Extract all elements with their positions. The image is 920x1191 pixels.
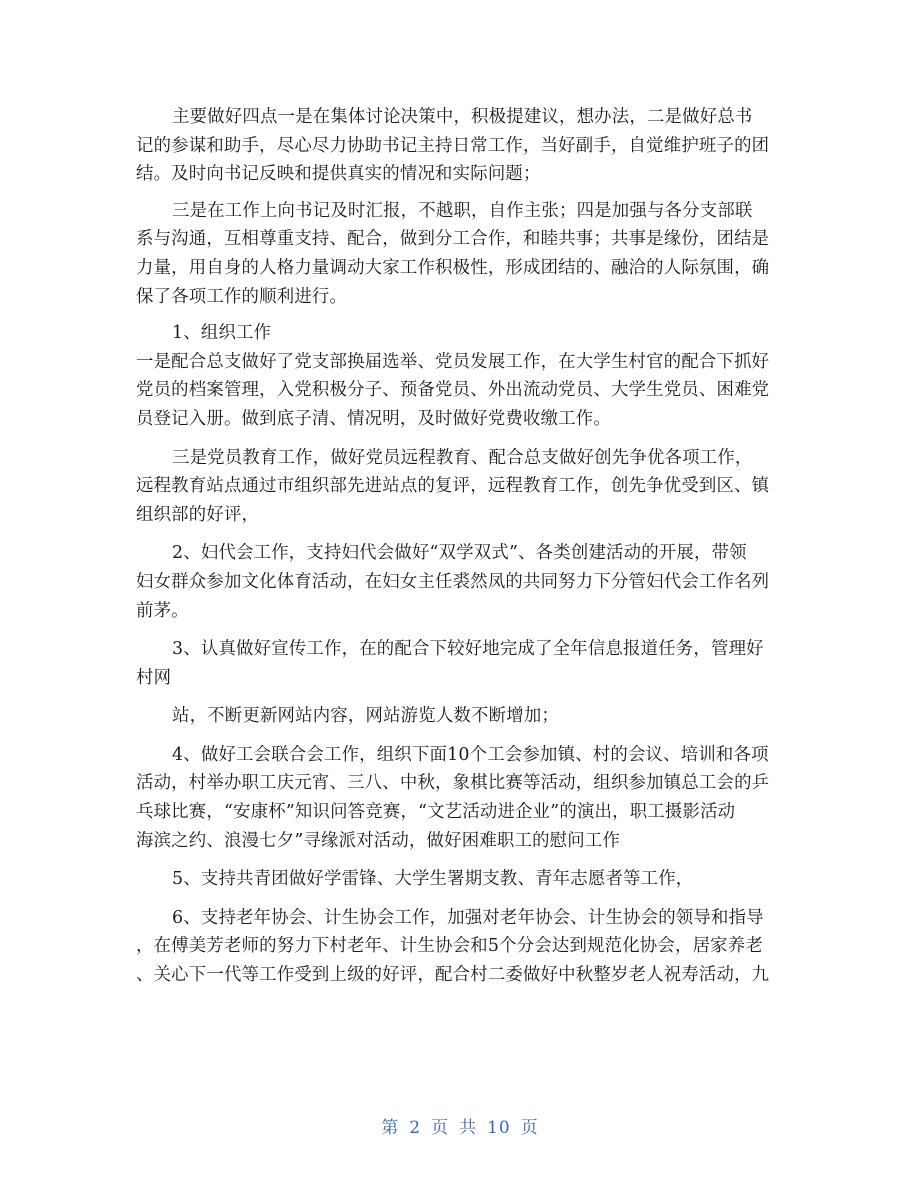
footer-page-number: 2 — [409, 1118, 422, 1138]
footer-suffix: 页 — [520, 1118, 539, 1138]
document-body — [136, 103, 786, 990]
paragraph-line: 记的参谋和助手，尽心尽力协助书记主持日常工作，当好副手，自觉维护班子的团 — [136, 135, 770, 156]
paragraph-line: 站，不断更新网站内容，网站游览人数不断增加； — [172, 706, 559, 727]
paragraph-line: 海滨之约、浪漫七夕”寻缘派对活动，做好困难职工的慰问工作 — [136, 830, 621, 851]
paragraph-line: 主要做好四点一是在集体讨论决策中，积极提建议，想办法，二是做好总书 — [172, 107, 753, 127]
paragraph-7 — [136, 635, 786, 692]
paragraph-1 — [136, 103, 786, 189]
paragraph-line: 3、认真做好宣传工作，在的配合下较好地完成了全年信息报道任务，管理好 — [172, 639, 764, 660]
paragraph-line: 2、妇代会工作，支持妇代会做好“双学双式”、各类创建活动的开展，带领 — [172, 543, 747, 564]
paragraph-line: 村网 — [136, 667, 172, 688]
footer-total-pages: 10 — [487, 1118, 511, 1138]
page-footer — [0, 1113, 920, 1138]
paragraph-line: 活动，村举办职工庆元宵、三八、中秋，象棋比赛等活动，组织参加镇总工会的乒 — [136, 773, 770, 794]
paragraph-line: 5、支持共青团做好学雷锋、大学生署期支教、青年志愿者等工作， — [172, 869, 694, 890]
paragraph-line: 乓球比赛，“安康杯”知识问答竞赛，“文艺活动进企业”的演出，职工摄影活动 — [136, 802, 736, 823]
paragraph-line: 力量，用自身的人格力量调动大家工作积极性，形成团结的、融洽的人际氛围，确 — [136, 257, 770, 278]
paragraph-5 — [136, 444, 786, 530]
footer-page-label: 页 — [431, 1118, 450, 1138]
paragraph-6 — [136, 539, 786, 625]
paragraph-line: 三是在工作上向书记及时汇报，不越职，自作主张；四是加强与各分支部联 — [172, 200, 753, 221]
paragraph-line: 员登记入册。做到底子清、情况明，及时做好党费收缴工作。 — [136, 408, 611, 429]
paragraph-9 — [136, 741, 786, 855]
paragraph-4 — [136, 348, 786, 434]
paragraph-line: 三是党员教育工作，做好党员远程教育、配合总支做好创先争优各项工作， — [172, 447, 753, 468]
paragraph-line: ，在傅美芳老师的努力下村老年、计生协会和5个分会达到规范化协会，居家养老 — [136, 936, 763, 957]
paragraph-line: 4、做好工会联合会工作，组织下面10个工会参加镇、村的会议、培训和各项 — [172, 744, 769, 765]
footer-total-label: 共 — [459, 1118, 478, 1138]
paragraph-line: 系与沟通，互相尊重支持、配合，做到分工合作，和睦共事；共事是缘份，团结是 — [136, 229, 770, 250]
paragraph-line: 前茅。 — [136, 600, 189, 621]
paragraph-line: 一是配合总支做好了党支部换届选举、党员发展工作，在大学生村官的配合下抓好 — [136, 351, 770, 372]
paragraph-8 — [136, 702, 786, 731]
paragraph-line: 、关心下一代等工作受到上级的好评，配合村二委做好中秋整岁老人祝寿活动，九 — [136, 965, 770, 986]
paragraph-11 — [136, 904, 786, 990]
heading-line: 1、组织工作 — [172, 323, 272, 344]
paragraph-line: 6、支持老年协会、计生协会工作，加强对老年协会、计生协会的领导和指导 — [172, 907, 764, 928]
footer-prefix: 第 — [381, 1118, 400, 1138]
paragraph-line: 保了各项工作的顺利进行。 — [136, 286, 348, 307]
paragraph-line: 组织部的好评， — [136, 504, 260, 525]
paragraph-10 — [136, 865, 786, 894]
section-heading-organization — [136, 319, 786, 348]
paragraph-line: 远程教育站点通过市组织部先进站点的复评，远程教育工作，创先争优受到区、镇 — [136, 476, 770, 497]
paragraph-line: 妇女群众参加文化体育活动，在妇女主任裘然凤的共同努力下分管妇代会工作名列 — [136, 571, 770, 592]
paragraph-line: 党员的档案管理，入党积极分子、预备党员、外出流动党员、大学生党员、困难党 — [136, 380, 770, 401]
paragraph-2 — [136, 197, 786, 311]
paragraph-line: 结。及时向书记反映和提供真实的情况和实际问题； — [136, 164, 541, 185]
